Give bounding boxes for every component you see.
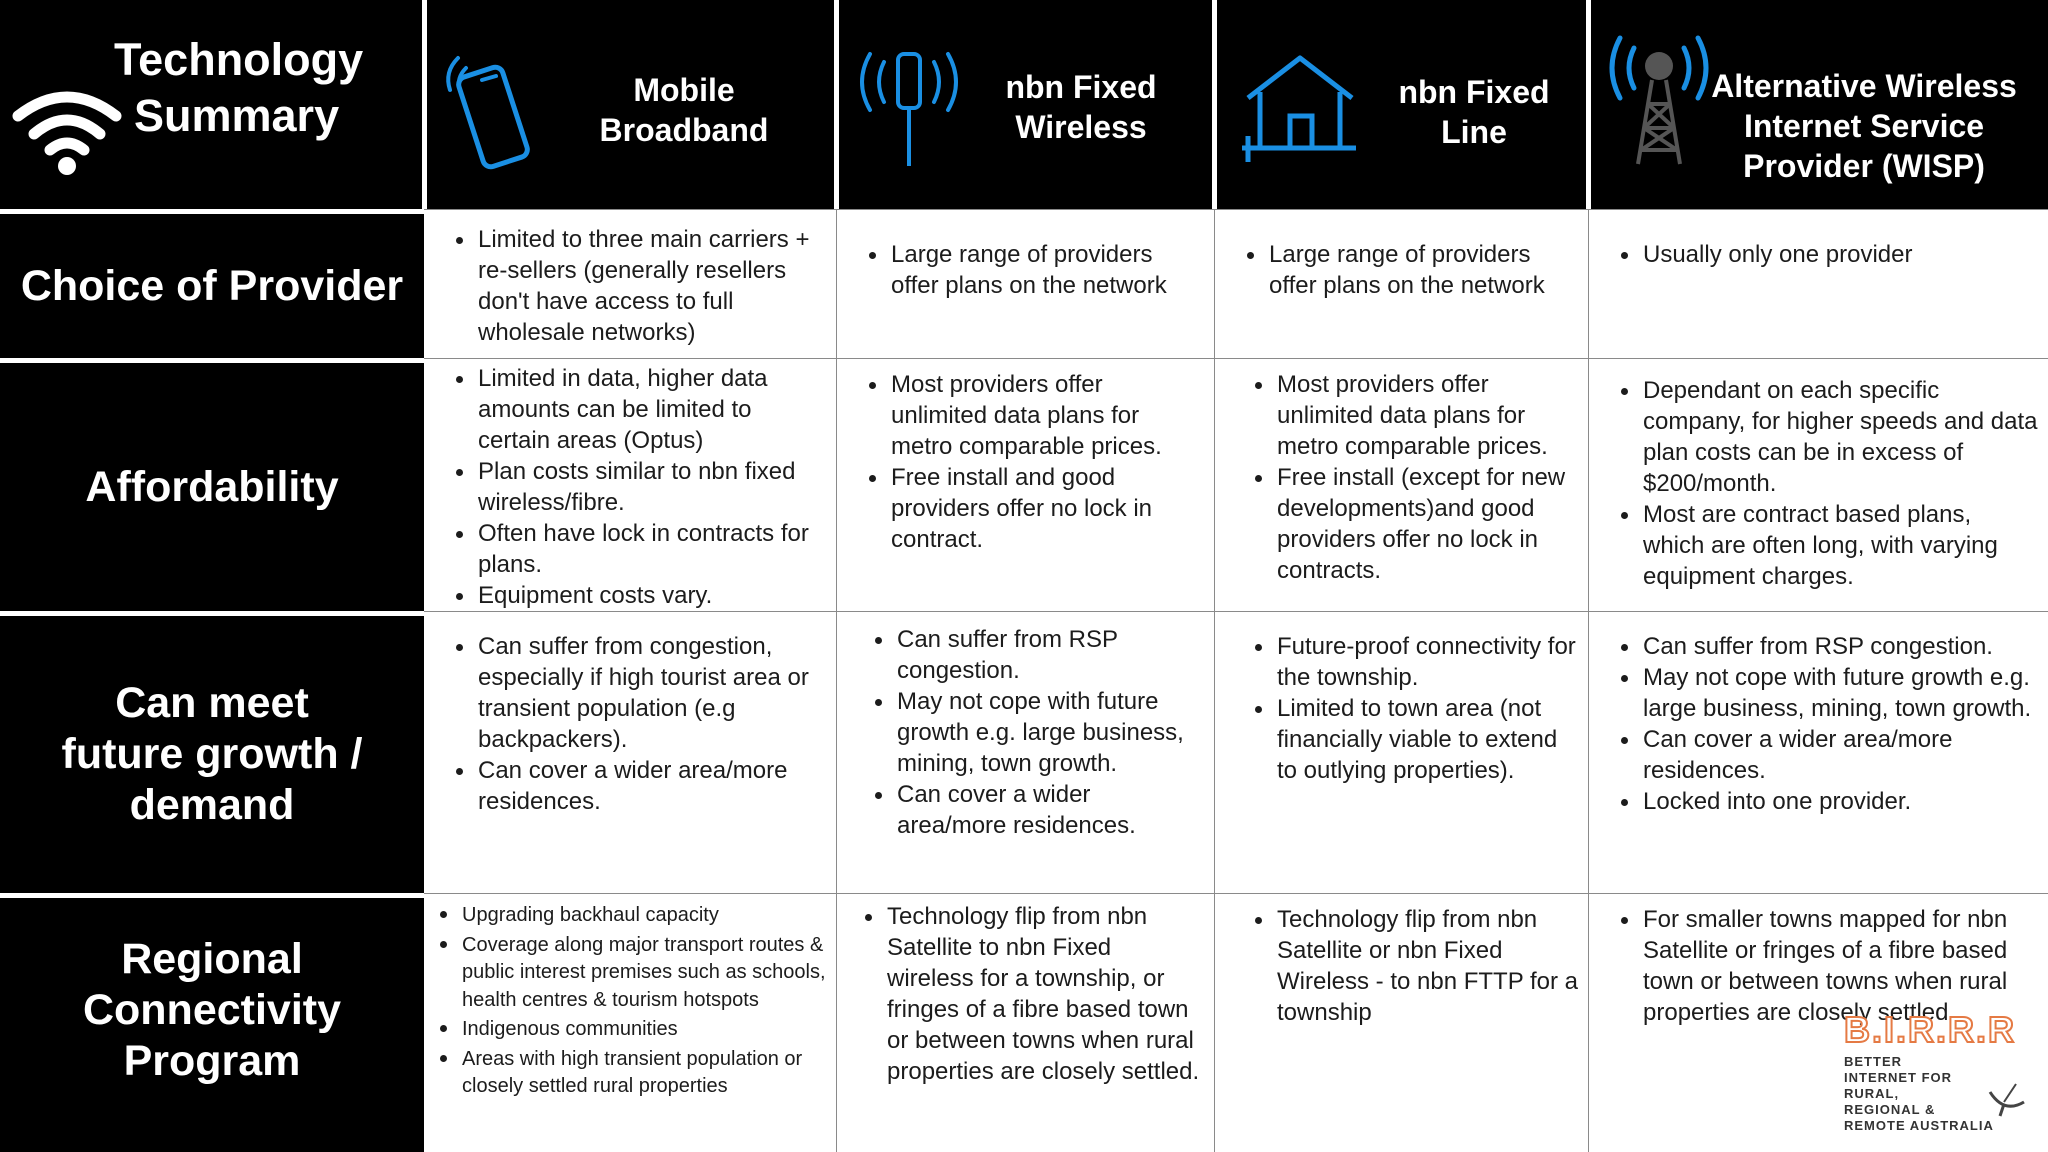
list-item: • Can cover a wider area/more residences. [476, 755, 826, 817]
cell-affordability-mobile [424, 358, 836, 611]
list-item: • Can suffer from RSP congestion. [895, 624, 1204, 686]
cell-growth-wisp [1588, 611, 2048, 893]
list-item: • Can cover a wider area/more residences. [1641, 724, 2038, 786]
row-label-affordability: Affordability [0, 358, 424, 611]
cell-affordability-fixed-line [1214, 358, 1588, 611]
logo-wordmark: B.I.R.R.R [1844, 1009, 2017, 1050]
column-title-wisp: Alternative Wireless Internet Service Provider (WISP) [1711, 68, 2017, 184]
column-header-mobile-broadband [424, 0, 836, 209]
mobile-phone-icon [430, 50, 540, 180]
row-label-future-growth: Can meet future growth / demand [0, 611, 424, 893]
list-item: • For smaller towns mapped for nbn Satellite or fringes of a fibre based town or between towns when rural properties are closely settled. [1641, 904, 2028, 1028]
column-title-fixed-wireless: nbn Fixed Wireless [1005, 69, 1157, 145]
column-header-nbn-fixed-wireless [836, 0, 1214, 209]
list-item: • Equipment costs vary. [476, 580, 826, 611]
list-item: • Coverage along major transport routes & public interest premises such as schools, health centres & tourism hotspots [460, 930, 826, 1015]
list-item: • May not cope with future growth e.g. large business, mining, town growth. [895, 686, 1204, 779]
header-divider [1212, 0, 1217, 209]
header-divider [422, 0, 427, 209]
logo-tagline: BETTER INTERNET FOR RURAL, REGIONAL & REMOTE AUSTRALIA [1844, 1054, 1994, 1133]
list-item: • Usually only one provider [1641, 239, 2038, 270]
cell-regional-fixed-wireless [836, 893, 1214, 1152]
column-header-wisp [1588, 0, 2048, 209]
list-item: • Locked into one provider. [1641, 786, 2038, 817]
list-item: • Future-proof connectivity for the township. [1275, 631, 1578, 693]
list-item: • Limited to three main carriers + re-sellers (generally resellers don't have access to full wholesale networks) [476, 224, 826, 348]
wifi-icon [12, 86, 122, 176]
list-item: • Upgrading backhaul capacity [460, 900, 826, 930]
list-item: • Often have lock in contracts for plans. [476, 518, 826, 580]
list-item: • Most providers offer unlimited data plans for metro comparable prices. [1275, 369, 1578, 462]
list-item: • Large range of providers offer plans on the network [1267, 239, 1578, 301]
cell-choice-fixed-line [1214, 209, 1588, 358]
list-item: • Free install (except for new developments)and good providers offer no lock in contracts. [1275, 462, 1578, 586]
cell-growth-fixed-wireless [836, 611, 1214, 893]
list-item: • Limited to town area (not financially viable to extend to outlying properties). [1275, 693, 1578, 786]
page-title: Technology Summary [114, 34, 364, 141]
header-divider [1586, 0, 1591, 209]
antenna-icon [854, 50, 964, 170]
list-item: • Limited in data, higher data amounts can be limited to certain areas (Optus) [476, 363, 826, 456]
list-item: • May not cope with future growth e.g. large business, mining, town growth. [1641, 662, 2038, 724]
header-divider [834, 0, 839, 209]
cell-growth-fixed-line [1214, 611, 1588, 893]
list-item: • Can cover a wider area/more residences. [895, 779, 1204, 841]
column-title-fixed-line: nbn Fixed Line [1398, 74, 1550, 150]
list-item: • Large range of providers offer plans on the network [889, 239, 1204, 301]
column-title-mobile: Mobile Broadband [599, 72, 769, 148]
list-item: • Technology flip from nbn Satellite to nbn Fixed wireless for a township, or fringes of a fibre based town or between towns when rural properties are closely settled. [885, 901, 1204, 1087]
column-header-nbn-fixed-line [1214, 0, 1588, 209]
list-item: • Technology flip from nbn Satellite or nbn Fixed Wireless - to nbn FTTP for a township [1275, 904, 1578, 1028]
cell-affordability-fixed-wireless [836, 358, 1214, 611]
cell-regional-fixed-line [1214, 893, 1588, 1152]
list-item: • Can suffer from congestion, especially if high tourist area or transient population (e.g backpackers). [476, 631, 826, 755]
birrr-logo [1844, 1010, 2034, 1138]
list-item: • Free install and good providers offer no lock in contract. [889, 462, 1204, 555]
list-item: • Most providers offer unlimited data plans for metro comparable prices. [889, 369, 1204, 462]
list-item: • Most are contract based plans, which are often long, with varying equipment charges. [1641, 499, 2038, 592]
list-item: • Dependant on each specific company, for higher speeds and data plan costs can be in excess of $200/month. [1641, 375, 2038, 499]
cell-affordability-wisp [1588, 358, 2048, 611]
list-item: • Areas with high transient population or closely settled rural properties [460, 1044, 826, 1101]
cell-regional-mobile [424, 893, 836, 1152]
summary-header-cell [0, 0, 424, 209]
cell-choice-mobile [424, 209, 836, 358]
cell-growth-mobile [424, 611, 836, 893]
cell-choice-fixed-wireless [836, 209, 1214, 358]
list-item: • Plan costs similar to nbn fixed wireless/fibre. [476, 456, 826, 518]
row-label-choice-of-provider: Choice of Provider [0, 209, 424, 358]
row-label-regional-connectivity: Regional Connectivity Program [0, 893, 424, 1152]
house-icon [1242, 52, 1362, 167]
cell-choice-wisp [1588, 209, 2048, 358]
list-item: • Indigenous communities [460, 1014, 826, 1044]
satellite-dish-icon [1984, 1078, 2028, 1123]
list-item: • Can suffer from RSP congestion. [1641, 631, 2038, 662]
